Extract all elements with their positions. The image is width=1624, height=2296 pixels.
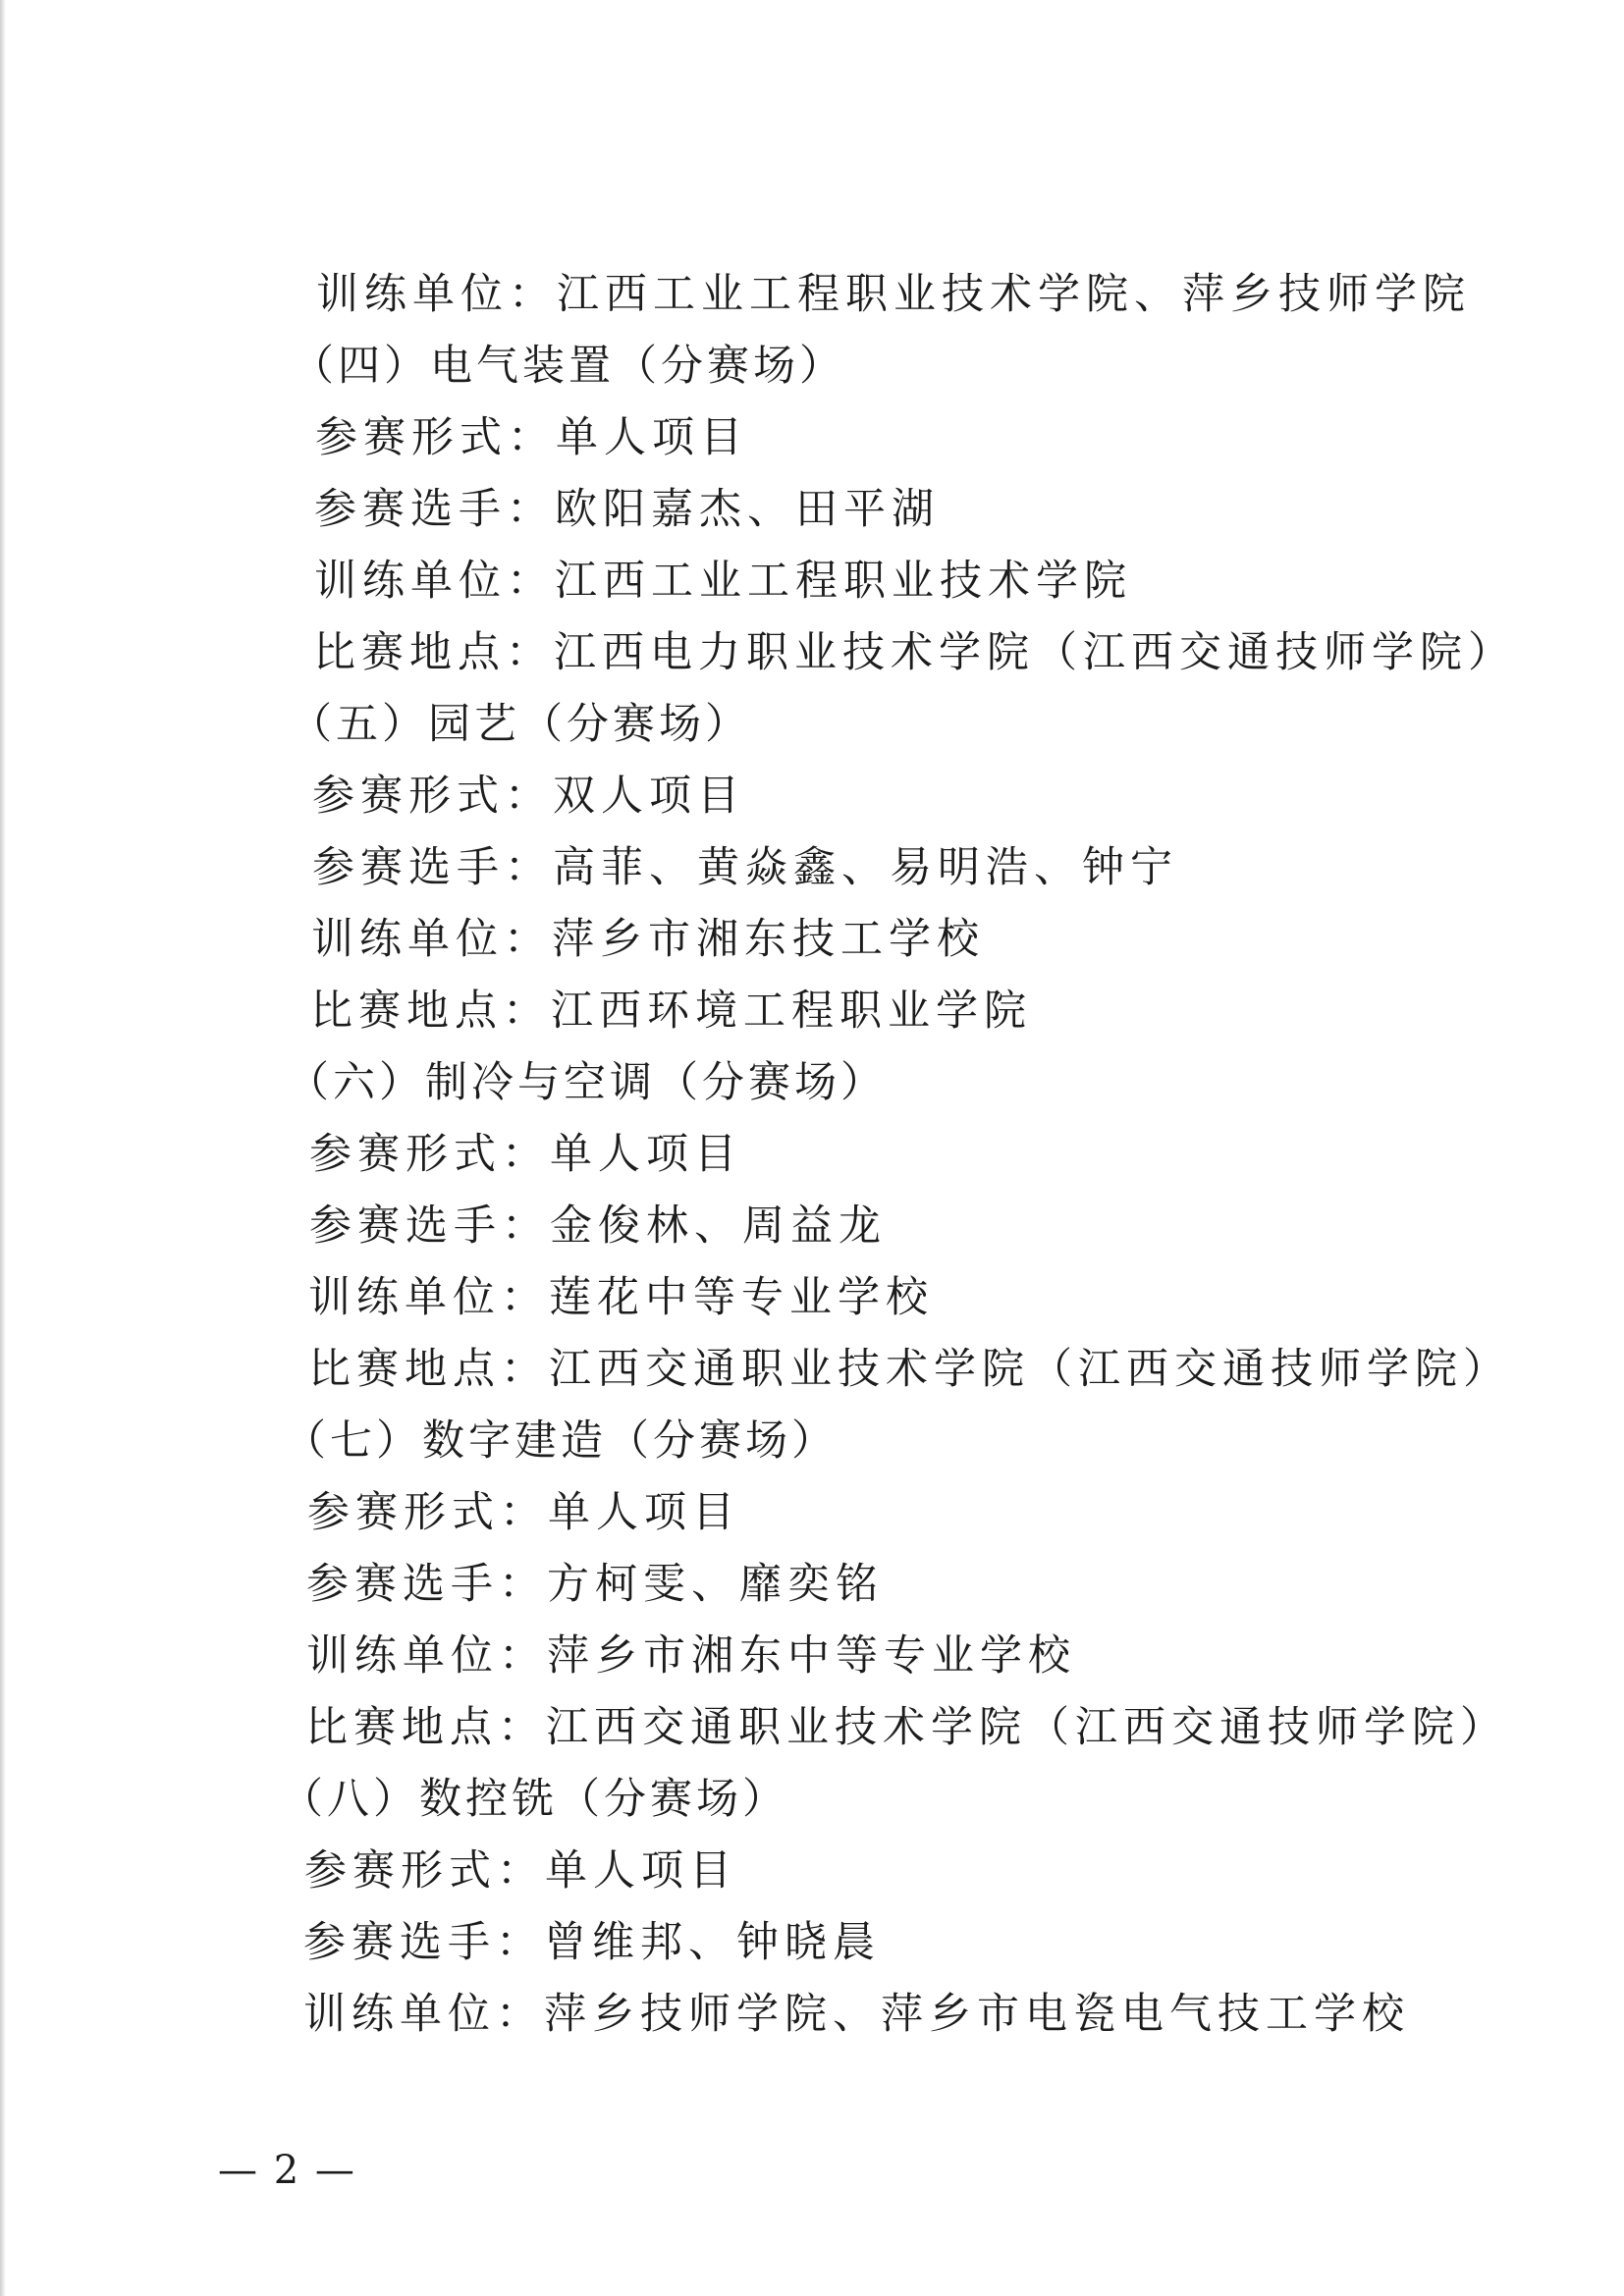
document-line: 参赛形式：单人项目 bbox=[315, 413, 748, 462]
document-line: 比赛地点：江西电力职业技术学院（江西交通技师学院） bbox=[313, 628, 1516, 677]
document-line: 训练单位：萍乡市湘东技工学校 bbox=[311, 915, 985, 964]
section-heading: （六）制冷与空调（分赛场） bbox=[287, 1058, 887, 1107]
document-line: 参赛选手：金俊林、周益龙 bbox=[309, 1201, 887, 1251]
document-line: 训练单位：江西工业工程职业技术学院 bbox=[314, 557, 1132, 606]
document-line: 参赛形式：单人项目 bbox=[309, 1130, 742, 1179]
document-line: 参赛选手：高菲、黄焱鑫、易明浩、钟宁 bbox=[312, 843, 1178, 892]
scan-edge-shadow bbox=[0, 0, 6, 2296]
document-line: 训练单位：萍乡市湘东中等专业学校 bbox=[306, 1631, 1076, 1681]
document-line: 比赛地点：江西交通职业技术学院（江西交通技师学院） bbox=[305, 1703, 1508, 1752]
document-line: 训练单位：莲花中等专业学校 bbox=[308, 1273, 934, 1322]
document-line: 比赛地点：江西环境工程职业学院 bbox=[310, 987, 1032, 1036]
document-line: 参赛形式：单人项目 bbox=[307, 1488, 740, 1537]
section-heading: （七）数字建造（分赛场） bbox=[284, 1416, 838, 1466]
document-line: 训练单位：江西工业工程职业技术学院、萍乡技师学院 bbox=[316, 270, 1471, 319]
document-line: 参赛形式：单人项目 bbox=[304, 1846, 737, 1896]
section-heading: （八）数控铣（分赛场） bbox=[281, 1775, 788, 1824]
document-line: 训练单位：萍乡技师学院、萍乡市电瓷电气技工学校 bbox=[303, 1990, 1410, 2039]
document-line: 参赛形式：双人项目 bbox=[312, 772, 745, 821]
document-line: 比赛地点：江西交通职业技术学院（江西交通技师学院） bbox=[308, 1345, 1511, 1394]
section-heading: （五）园艺（分赛场） bbox=[290, 700, 751, 749]
section-heading: （四）电气装置（分赛场） bbox=[292, 342, 845, 391]
document-line: 参赛选手：欧阳嘉杰、田平湖 bbox=[314, 485, 940, 534]
document-line: 参赛选手：方柯雯、靡奕铭 bbox=[306, 1560, 884, 1609]
document-line: 参赛选手：曾维邦、钟晓晨 bbox=[303, 1918, 881, 1967]
page-number: — 2 — bbox=[218, 2148, 356, 2193]
